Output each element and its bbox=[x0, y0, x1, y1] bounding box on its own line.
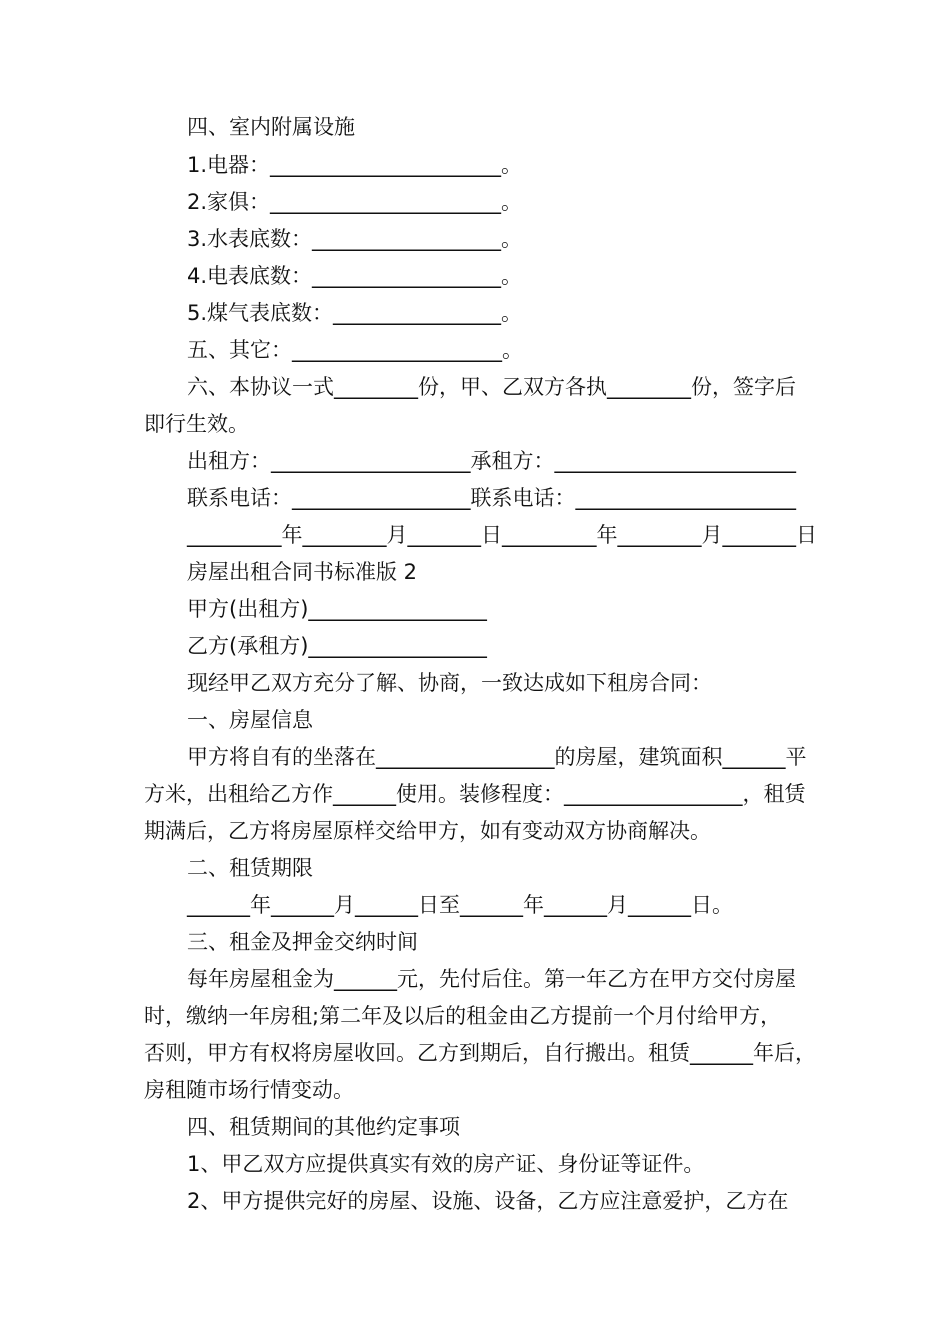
text-line: 出租方：___________________承租方：_______________________ bbox=[187, 449, 796, 473]
text-line: _________年________月_______日_________年________月_______日 bbox=[187, 523, 817, 547]
text-line: 2、甲方提供完好的房屋、设施、设备，乙方应注意爱护，乙方在 bbox=[187, 1189, 789, 1213]
text-line: 联系电话：_________________联系电话：_____________________ bbox=[187, 486, 796, 510]
text-line: 方米，出租给乙方作______使用。装修程度：_________________，租赁 bbox=[144, 782, 806, 806]
text-line: 甲方(出租方)_________________ bbox=[187, 597, 487, 621]
text-line: 现经甲乙双方充分了解、协商，一致达成如下租房合同： bbox=[187, 671, 712, 695]
document-title: 房屋出租合同书标准版 2 bbox=[187, 560, 418, 584]
text-line: ______年______月______日至______年______月______日。 bbox=[187, 893, 733, 917]
text-line: 5.煤气表底数：________________。 bbox=[187, 301, 523, 325]
text-line: 六、本协议一式________份，甲、乙双方各执________份，签字后 bbox=[187, 375, 796, 399]
text-line: 房租随市场行情变动。 bbox=[144, 1078, 354, 1102]
section-heading: 四、室内附属设施 bbox=[187, 115, 355, 139]
section-heading: 一、房屋信息 bbox=[187, 708, 313, 732]
section-heading: 四、租赁期间的其他约定事项 bbox=[187, 1115, 460, 1139]
text-line: 4.电表底数：__________________。 bbox=[187, 264, 523, 288]
text-line: 时，缴纳一年房租;第二年及以后的租金由乙方提前一个月付给甲方， bbox=[144, 1004, 782, 1028]
text-line: 即行生效。 bbox=[144, 412, 249, 436]
text-line: 1.电器：______________________。 bbox=[187, 153, 523, 177]
text-line: 甲方将自有的坐落在_________________的房屋，建筑面积______平 bbox=[187, 745, 807, 769]
text-line: 期满后，乙方将房屋原样交给甲方，如有变动双方协商解决。 bbox=[144, 819, 711, 843]
text-line: 否则，甲方有权将房屋收回。乙方到期后，自行搬出。租赁______年后， bbox=[144, 1041, 816, 1065]
text-line: 乙方(承租方)_________________ bbox=[187, 634, 487, 658]
section-heading: 二、租赁期限 bbox=[187, 856, 313, 880]
text-line: 2.家俱：______________________。 bbox=[187, 190, 523, 214]
text-line: 五、其它：____________________。 bbox=[187, 338, 523, 362]
text-line: 3.水表底数：__________________。 bbox=[187, 227, 523, 251]
text-line: 1、甲乙双方应提供真实有效的房产证、身份证等证件。 bbox=[187, 1152, 705, 1176]
section-heading: 三、租金及押金交纳时间 bbox=[187, 930, 418, 954]
text-line: 每年房屋租金为______元，先付后住。第一年乙方在甲方交付房屋 bbox=[187, 967, 796, 991]
